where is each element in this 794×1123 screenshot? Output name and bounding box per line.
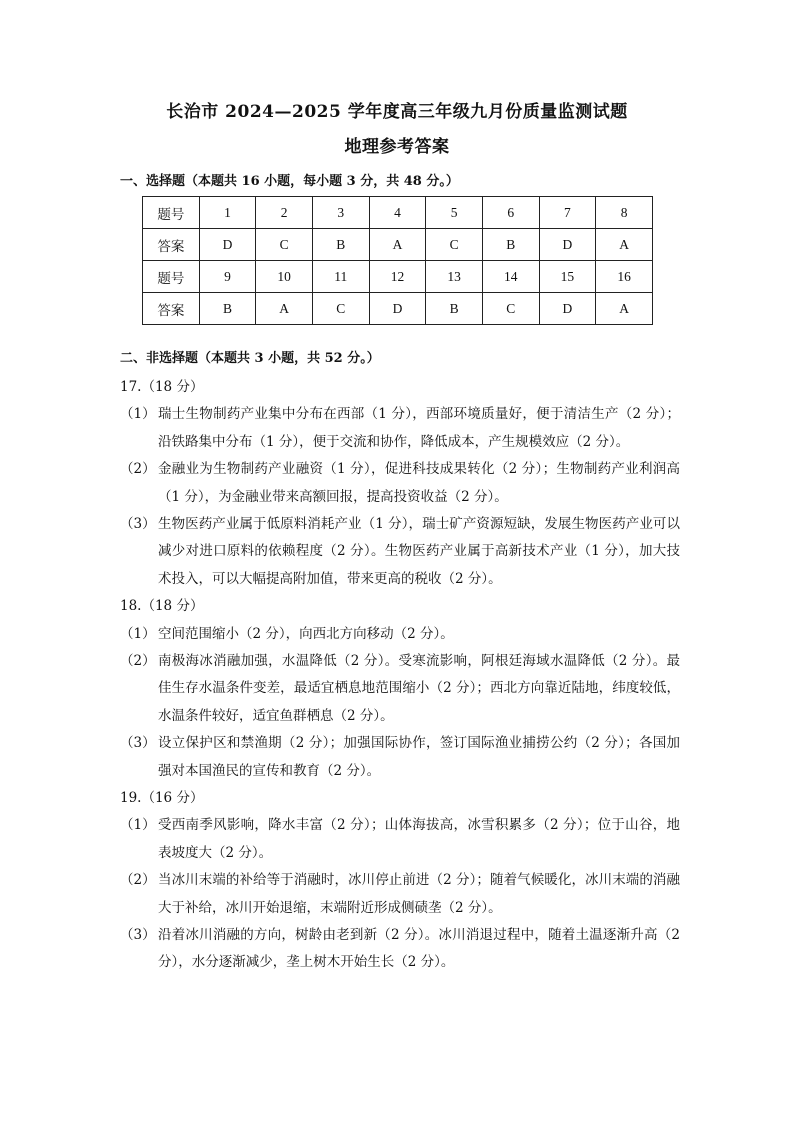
answer-item-text: 生物医药产业属于低原料消耗产业（1 分），瑞士矿产资源短缺，发展生物医药产业可以减少对进口原料的依赖程度（2 分）。生物医药产业属于高新技术产业（1 分），加大技术投入，可以大幅提高附加值，带来更高的税收（2 分）。	[158, 516, 680, 587]
answer-item-number: （2）	[120, 461, 156, 478]
table-cell: 10	[256, 261, 313, 293]
table-cell: A	[596, 293, 653, 325]
question-heading: 17.（18 分）	[120, 379, 204, 395]
answer-item-number: （3）	[120, 516, 156, 533]
table-row-header: 答案	[143, 229, 200, 261]
answer-item-text: 受西南季风影响，降水丰富（2 分）；山体海拔高，冰雪积累多（2 分）；位于山谷，地表坡度大（2 分）。	[158, 817, 680, 861]
answer-item-text: 金融业为生物制药产业融资（1 分），促进科技成果转化（2 分）；生物制药产业利润高（1 分），为金融业带来高额回报，提高投资收益（2 分）。	[158, 461, 680, 505]
table-cell: A	[596, 229, 653, 261]
answer-item-text: 当冰川末端的补给等于消融时，冰川停止前进（2 分）；随着气候暖化，冰川末端的消融大于补给，冰川开始退缩，末端附近形成侧碛垄（2 分）。	[158, 872, 680, 916]
answer-item	[120, 812, 680, 867]
table-cell: 4	[369, 197, 426, 229]
table-row-header: 题号	[143, 261, 200, 293]
table-cell: 6	[482, 197, 539, 229]
answer-item	[120, 922, 680, 977]
answer-item-number: （2）	[120, 653, 156, 670]
table-cell: B	[199, 293, 256, 325]
table-cell: C	[312, 293, 369, 325]
table-cell: 13	[426, 261, 483, 293]
table-cell: 3	[312, 197, 369, 229]
table-cell: 12	[369, 261, 426, 293]
table-cell: 15	[539, 261, 596, 293]
section-heading-nonchoice: 二、非选择题（本题共 3 小题，共 52 分。）	[120, 351, 380, 366]
answer-item-number: （1）	[120, 817, 156, 834]
answer-item-number: （3）	[120, 735, 156, 752]
answer-item	[120, 401, 680, 456]
question-block	[120, 785, 680, 977]
table-cell: B	[426, 293, 483, 325]
answer-item	[120, 648, 680, 730]
question-heading: 18.（18 分）	[120, 598, 204, 615]
table-cell: A	[256, 293, 313, 325]
question-block	[120, 593, 680, 785]
table-cell: C	[426, 229, 483, 261]
answer-item	[120, 456, 680, 511]
answer-item-text: 空间范围缩小（2 分），向西北方向移动（2 分）。	[158, 625, 454, 642]
table-row	[143, 197, 653, 229]
answer-item-number: （2）	[120, 872, 156, 889]
answer-item-number: （3）	[120, 927, 156, 944]
table-cell: C	[482, 293, 539, 325]
table-cell: 11	[312, 261, 369, 293]
table-cell: 7	[539, 197, 596, 229]
document-subtitle: 地理参考答案	[344, 137, 450, 157]
table-cell: D	[539, 293, 596, 325]
table-cell: B	[312, 229, 369, 261]
table-cell: 9	[199, 261, 256, 293]
section-heading-choice: 一、选择题（本题共 16 小题，每小题 3 分，共 48 分。）	[120, 174, 459, 189]
question-heading: 19.（16 分）	[120, 790, 204, 807]
table-cell: D	[199, 229, 256, 261]
document-title: 长治市 2024—2025 学年度高三年级九月份质量监测试题	[166, 102, 628, 122]
answer-item	[120, 867, 680, 922]
table-cell: 5	[426, 197, 483, 229]
answer-item-number: （1）	[120, 625, 156, 642]
table-cell: 16	[596, 261, 653, 293]
table-cell: C	[256, 229, 313, 261]
table-cell: 2	[256, 197, 313, 229]
table-cell: 1	[199, 197, 256, 229]
table-row	[143, 261, 653, 293]
table-row-header: 答案	[143, 293, 200, 325]
answer-item	[120, 511, 680, 593]
answer-item	[120, 621, 680, 648]
table-cell: 14	[482, 261, 539, 293]
table-cell: D	[539, 229, 596, 261]
answer-item-text: 沿着冰川消融的方向，树龄由老到新（2 分）。冰川消退过程中，随着土温逐渐升高（2 分），水分逐渐减少，垄上树木开始生长（2 分）。	[158, 927, 680, 971]
table-row	[143, 293, 653, 325]
table-row-header: 题号	[143, 197, 200, 229]
questions-list	[120, 374, 680, 977]
table-row	[143, 229, 653, 261]
answer-item-text: 瑞士生物制药产业集中分布在西部（1 分），西部环境质量好，便于清洁生产（2 分）；沿铁路集中分布（1 分），便于交流和协作，降低成本，产生规模效应（2 分）。	[158, 406, 680, 450]
table-cell: 8	[596, 197, 653, 229]
question-block	[120, 374, 680, 593]
answer-item-text: 南极海冰消融加强，水温降低（2 分）。受寒流影响，阿根廷海域水温降低（2 分）。最佳生存水温条件变差，最适宜栖息地范围缩小（2 分）；西北方向靠近陆地，纬度较低，水温条件较好，适宜鱼群栖息（2 分）。	[158, 653, 680, 724]
table-cell: B	[482, 229, 539, 261]
answer-table	[142, 196, 653, 325]
answer-item	[120, 730, 680, 785]
table-cell: A	[369, 229, 426, 261]
answer-item-text: 设立保护区和禁渔期（2 分）；加强国际协作，签订国际渔业捕捞公约（2 分）；各国加强对本国渔民的宣传和教育（2 分）。	[158, 735, 680, 779]
table-cell: D	[369, 293, 426, 325]
answer-item-number: （1）	[120, 406, 156, 423]
